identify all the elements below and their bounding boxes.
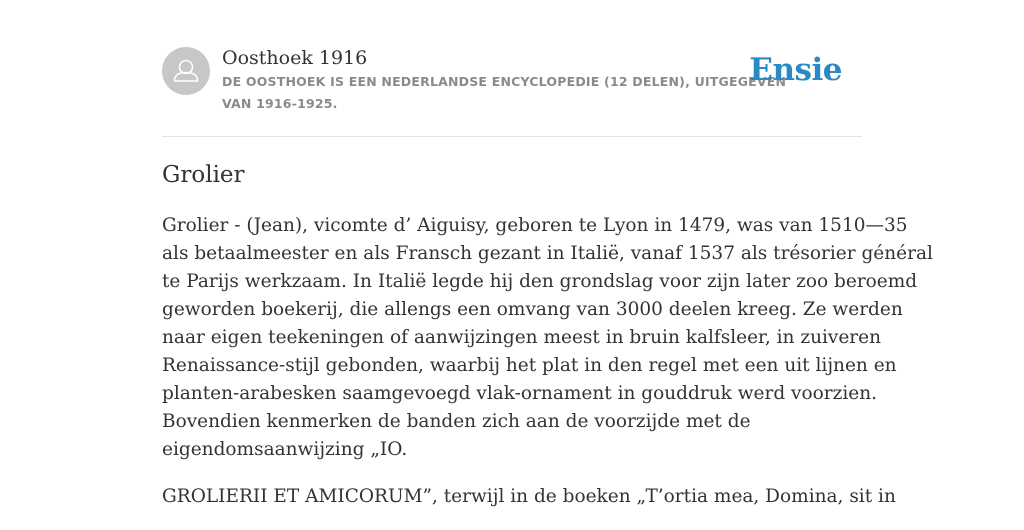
user-silhouette-icon — [162, 47, 210, 95]
source-description-line: VAN 1916-1925. — [222, 96, 338, 111]
paragraph-line: eigendomsaanwijzing „IO. — [162, 439, 408, 460]
source-title[interactable]: Oosthoek 1916 — [222, 47, 368, 69]
source-header — [162, 0, 862, 137]
paragraph-line: te Parijs werkzaam. In Italië legde hij den grondslag voor zijn later zoo beroemd — [162, 271, 918, 292]
page-container — [162, 0, 933, 507]
paragraph-line: als betaalmeester en als Fransch gezant in Italië, vanaf 1537 als trésorier général — [162, 243, 933, 264]
paragraph-line: naar eigen teekeningen of aanwijzingen meest in bruin kalfsleer, in zuiveren — [162, 327, 882, 348]
article-paragraph — [162, 483, 896, 511]
source-description-line: DE OOSTHOEK IS EEN NEDERLANDSE ENCYCLOPEDIE (12 DELEN), UITGEGEVEN — [222, 74, 787, 89]
paragraph-line: Grolier - (Jean), vicomte d’ Aiguisy, geboren te Lyon in 1479, was van 1510—35 — [162, 215, 908, 236]
paragraph-line: geworden boekerij, die allengs een omvang van 3000 deelen kreeg. Ze werden — [162, 299, 903, 320]
paragraph-line: Bovendien kenmerken de banden zich aan de voorzijde met de — [162, 411, 751, 432]
article-body — [162, 212, 933, 530]
ensie-logo[interactable]: Ensie — [749, 52, 842, 88]
article-paragraph — [162, 212, 933, 464]
paragraph-line: Renaissance-stijl gebonden, waarbij het plat in den regel met een uit lijnen en — [162, 355, 897, 376]
paragraph-line: GROLIERII ET AMICORUM”, terwijl in de boeken „T’ortia mea, Domina, sit in — [162, 486, 896, 507]
paragraph-line: planten-arabesken saamgevoegd vlak-ornament in gouddruk werd voorzien. — [162, 383, 878, 404]
source-avatar[interactable] — [162, 47, 210, 95]
source-description — [222, 71, 787, 115]
article-title: Grolier — [162, 162, 245, 188]
